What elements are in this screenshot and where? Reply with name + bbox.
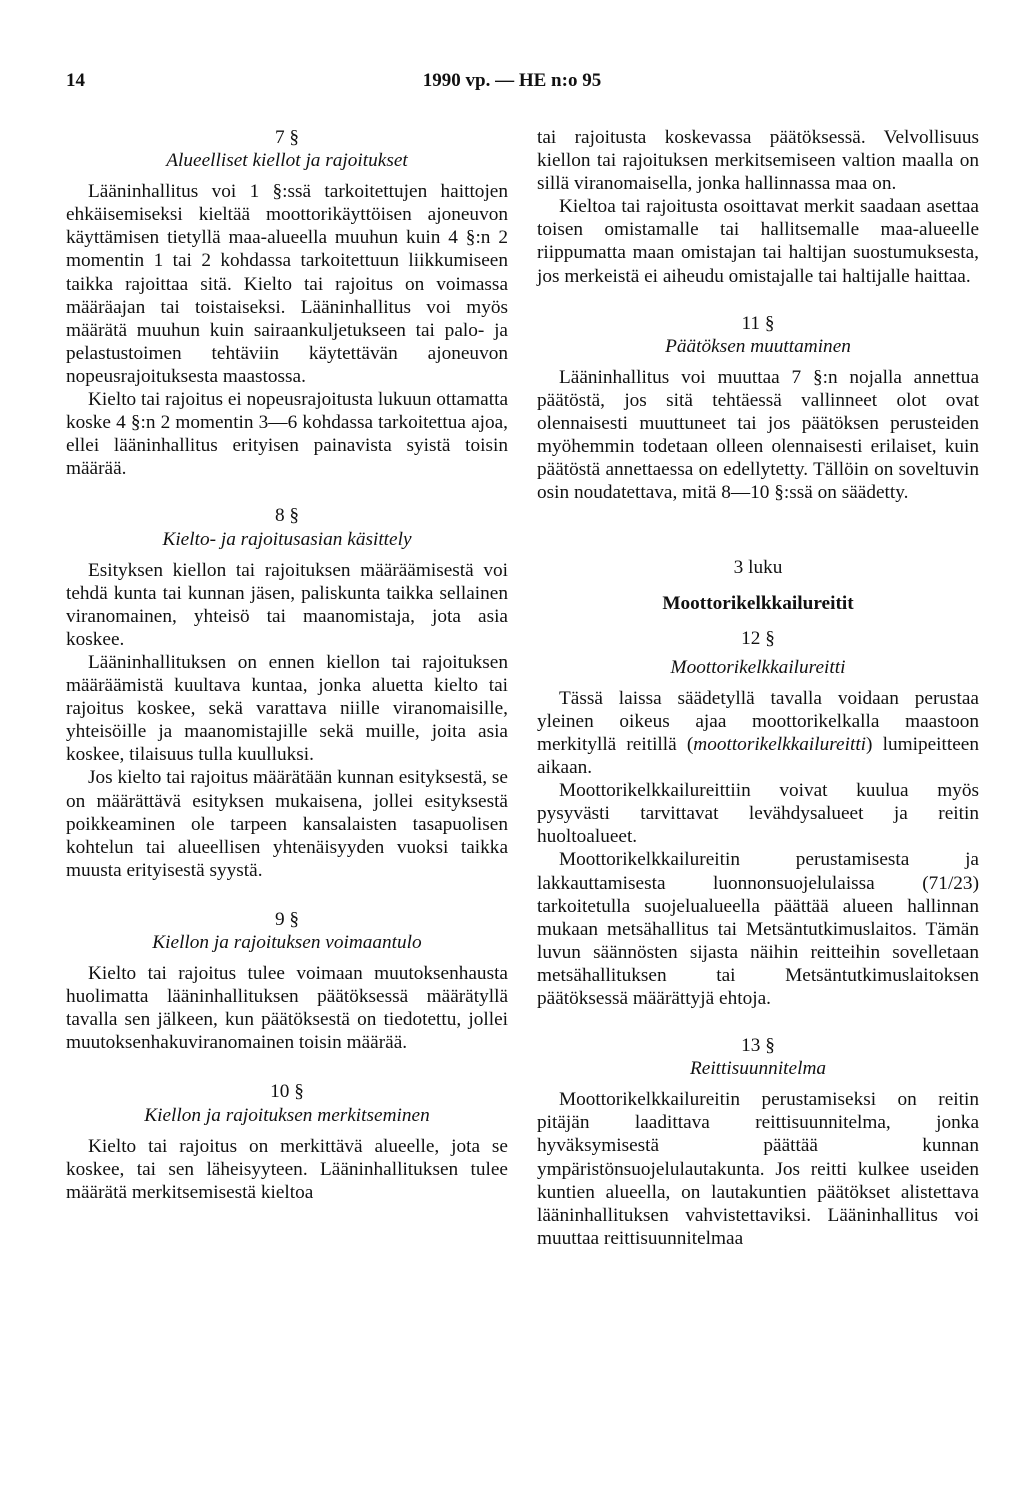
section-13-paragraph-1: Moottorikelkkailureitin perustamiseksi on reitin pitäjän laadittava reittisuunnitelma, jonka hyväksymisestä päättää kunnan ympäristönsuojelulautakunta. Jos reitti kulkee useiden kuntien alueella, on lautakuntien päätökset alistettava lääninhallituksen vahvistettaviksi. Lääninhallitus voi muuttaa reittisuunnitelmaa xyxy=(537,1089,979,1249)
left-column xyxy=(66,126,508,1204)
section-8-title: Kielto- ja rajoitusasian käsittely xyxy=(162,528,412,550)
right-column xyxy=(537,126,979,1250)
section-12-paragraph-1 xyxy=(537,687,979,779)
section-10-paragraph-1: Kielto tai rajoitus on merkittävä alueelle, jota se koskee, tai sen läheisyyteen. Lääninhallituksen tulee määrätä merkitsemisestä kieltoa xyxy=(66,1135,508,1203)
running-title: 1990 vp. — HE n:o 95 xyxy=(422,70,602,91)
section-11-title: Päätöksen muuttaminen xyxy=(665,335,851,357)
section-12-number: 12 § xyxy=(741,627,775,649)
section-7-paragraph-2: Kielto tai rajoitus ei nopeusrajoitusta lukuun ottamatta koske 4 §:n 2 momentin 3—6 kohdassa tarkoitettua ajoa, ellei lääninhallitus erityisen painavista syistä toisin määrää. xyxy=(66,389,508,480)
section-8-paragraph-1: Esityksen kiellon tai rajoituksen määräämisestä voi tehdä kunta tai kunnan jäsen, paliskunta taikka sellainen viranomainen, yhteisö tai maanomistaja, jota asia koskee. xyxy=(66,559,508,650)
section-12-paragraph-1-text-a: Tässä laissa säädetyllä tavalla voidaan perustaa yleinen oikeus ajaa moottorikelkalla maastoon merkityllä reitillä ( xyxy=(537,687,979,755)
section-10-title: Kiellon ja rajoituksen merkitseminen xyxy=(144,1104,430,1126)
chapter-title: Moottorikelkkailureitit xyxy=(662,592,854,614)
section-9-title: Kiellon ja rajoituksen voimaantulo xyxy=(152,932,422,953)
section-10-paragraph-1-continued: tai rajoitusta koskevassa päätöksessä. Velvollisuus kiellon tai rajoituksen merkitsemiseen valtion maalla on sillä viranomaisella, jonka hallinnassa maa on. xyxy=(537,127,979,195)
defined-term: moottorikelkkailureitti xyxy=(693,733,867,755)
page-header xyxy=(0,70,1024,100)
section-13-title: Reittisuunnitelma xyxy=(689,1058,827,1080)
section-11-number: 11 § xyxy=(741,312,775,334)
section-10-number: 10 § xyxy=(270,1081,304,1103)
section-12-paragraph-3: Moottorikelkkailureitin perustamisesta ja lakkauttamisesta luonnonsuojelulaissa (71/23) tarkoitetulla suojelualueella päättää alueen hallinnan mukaan metsähallitus tai Metsäntutkimuslaitos. Tämän luvun säännösten sijasta näihin reitteihin sovelletaan metsähallituksen tai Metsäntutkimuslaitoksen päätöksessä määrättyjä ehtoja. xyxy=(537,849,979,1009)
page-number: 14 xyxy=(66,70,85,91)
section-9-paragraph-1: Kielto tai rajoitus tulee voimaan muutoksenhausta huolimatta lääninhallituksen päätöksessä määrätyllä tavalla sen jälkeen, kun päätöksestä on tiedotettu, jollei muutoksenhakuviranomainen toisin määrää. xyxy=(66,963,508,1054)
section-10-paragraph-2: Kieltoa tai rajoitusta osoittavat merkit saadaan asettaa toisen omistamalle tai hallitsemalle maa-alueelle riippumatta maan omistajan tai haltijan suostumuksesta, jos merkeistä ei aiheudu omistajalle tai haltijalle haittaa. xyxy=(537,196,979,287)
section-8-paragraph-3: Jos kielto tai rajoitus määrätään kunnan esityksestä, se on määrättävä esityksen mukaisena, jollei esityksestä poikkeaminen ole tarpeen kansalaisten tasapuolisen kohtelun tai alueellisen yhtenäisyyden vuoksi taikka muusta erityisestä syystä. xyxy=(66,767,508,881)
section-7-number: 7 § xyxy=(274,127,300,148)
section-12-paragraph-2: Moottorikelkkailureittiin voivat kuulua myös pysyvästi tarvittavat levähdysalueet ja reitin huoltoalueet. xyxy=(537,780,979,848)
section-9-number: 9 § xyxy=(274,908,300,930)
section-7-title: Alueelliset kiellot ja rajoitukset xyxy=(166,150,408,172)
section-8-paragraph-2: Lääninhallituksen on ennen kiellon tai rajoituksen määräämistä kuultava kuntaa, jonka aluetta kielto tai rajoitus koskee, sekä varattava niille viranomaisille, yhteisöille ja maanomistajille sekä muille, joita asia koskee, tilaisuus tulla kuulluksi. xyxy=(66,651,508,766)
section-12-paragraph-1-text-b: ) lumipeitteen aikaan. xyxy=(537,733,979,779)
section-11-paragraph-1: Lääninhallitus voi muuttaa 7 §:n nojalla annettua päätöstä, jos sitä tehtäessä vallinneet olot ovat olennaisesti muuttuneet tai jos päätöksen perusteiden myöhemmin todetaan olleen olennaisesti erilaiset, kuin päätöstä annettaessa on edellytetty. Tällöin on soveltuvin osin noudatettava, mitä 8—10 §:ssä on säädetty. xyxy=(537,366,979,504)
chapter-number: 3 luku xyxy=(733,557,783,579)
section-12-title: Moottorikelkkailureitti xyxy=(670,656,846,678)
section-13-number: 13 § xyxy=(741,1035,775,1057)
section-7-paragraph-1: Lääninhallitus voi 1 §:ssä tarkoitettujen haittojen ehkäisemiseksi kieltää moottorikäyttöisen ajoneuvon käyttämisen tietyllä maa-alueella muuhun kuin 4 §:n 2 momentin 1 tai 2 kohdassa tarkoitettuun liikkumiseen taikka rajoittaa sitä. Kielto tai rajoitus on voimassa määräajan tai toistaiseksi. Lääninhallitus voi myös määrätä muuhun kuin sairaankuljetukseen tai palo- ja pelastustoimen tehtäviin käytettävän ajoneuvon nopeusrajoituksesta maastossa. xyxy=(66,181,508,387)
section-8-number: 8 § xyxy=(274,505,300,527)
